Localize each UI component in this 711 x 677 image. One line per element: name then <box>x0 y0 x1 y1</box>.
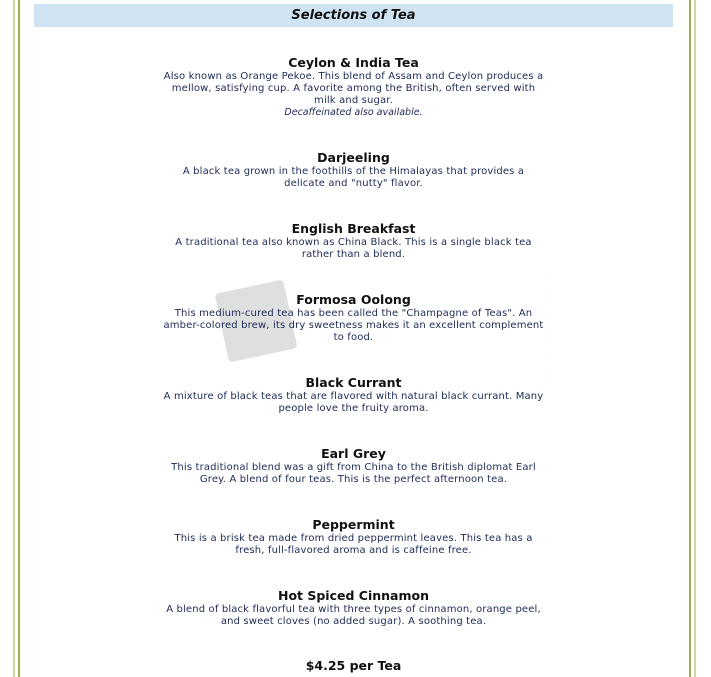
tea-name: Hot Spiced Cinnamon <box>277 588 429 603</box>
tea-description: Also known as Orange Pekoe. This blend of Assam and Ceylon produces a mellow, satisfying cup. A favorite among the British, often served with milk and sugar. <box>163 71 544 106</box>
tea-item <box>34 446 673 517</box>
tea-description: This traditional blend was a gift from China to the British diplomat Earl Grey. A blend of four teas. This is the perfect afternoon tea. <box>171 462 536 485</box>
section-title: Selections of Tea <box>291 8 416 23</box>
tea-description: A traditional tea also known as China Black. This is a single black tea rather than a blend. <box>175 237 532 260</box>
tea-item <box>34 55 673 150</box>
page-frame-left <box>0 0 20 677</box>
tea-item <box>34 292 673 375</box>
tea-item <box>34 517 673 588</box>
tea-item <box>34 221 673 292</box>
tea-description: This medium-cured tea has been called the "Champagne of Teas". An amber-colored brew, its dry sweetness makes it an excellent complement to food. <box>163 308 544 343</box>
tea-name: Earl Grey <box>321 446 386 461</box>
page-frame-right <box>689 0 711 677</box>
tea-description: A blend of black flavorful tea with three types of cinnamon, orange peel, and sweet cloves (no added sugar). A soothing tea. <box>166 604 541 627</box>
tea-price: $4.25 per Tea <box>305 658 402 673</box>
tea-description: A mixture of black teas that are flavored with natural black currant. Many people love the fruity aroma. <box>163 391 544 414</box>
tea-name: English Breakfast <box>291 221 416 236</box>
section-header <box>34 4 673 27</box>
tea-name: Ceylon & India Tea <box>288 55 419 70</box>
tea-description: This is a brisk tea made from dried peppermint leaves. This tea has a fresh, full-flavored aroma and is caffeine free. <box>174 533 533 556</box>
tea-description: A black tea grown in the foothills of the Himalayas that provides a delicate and "nutty" flavor. <box>182 166 525 189</box>
tea-menu-list <box>34 55 673 648</box>
tea-name: Black Currant <box>305 375 402 390</box>
tea-item <box>34 375 673 446</box>
tea-name: Formosa Oolong <box>296 292 411 307</box>
tea-item <box>34 588 673 648</box>
tea-note: Decaffeinated also available. <box>284 107 423 118</box>
tea-name: Peppermint <box>312 517 395 532</box>
tea-name: Darjeeling <box>317 150 390 165</box>
tea-item <box>34 150 673 221</box>
